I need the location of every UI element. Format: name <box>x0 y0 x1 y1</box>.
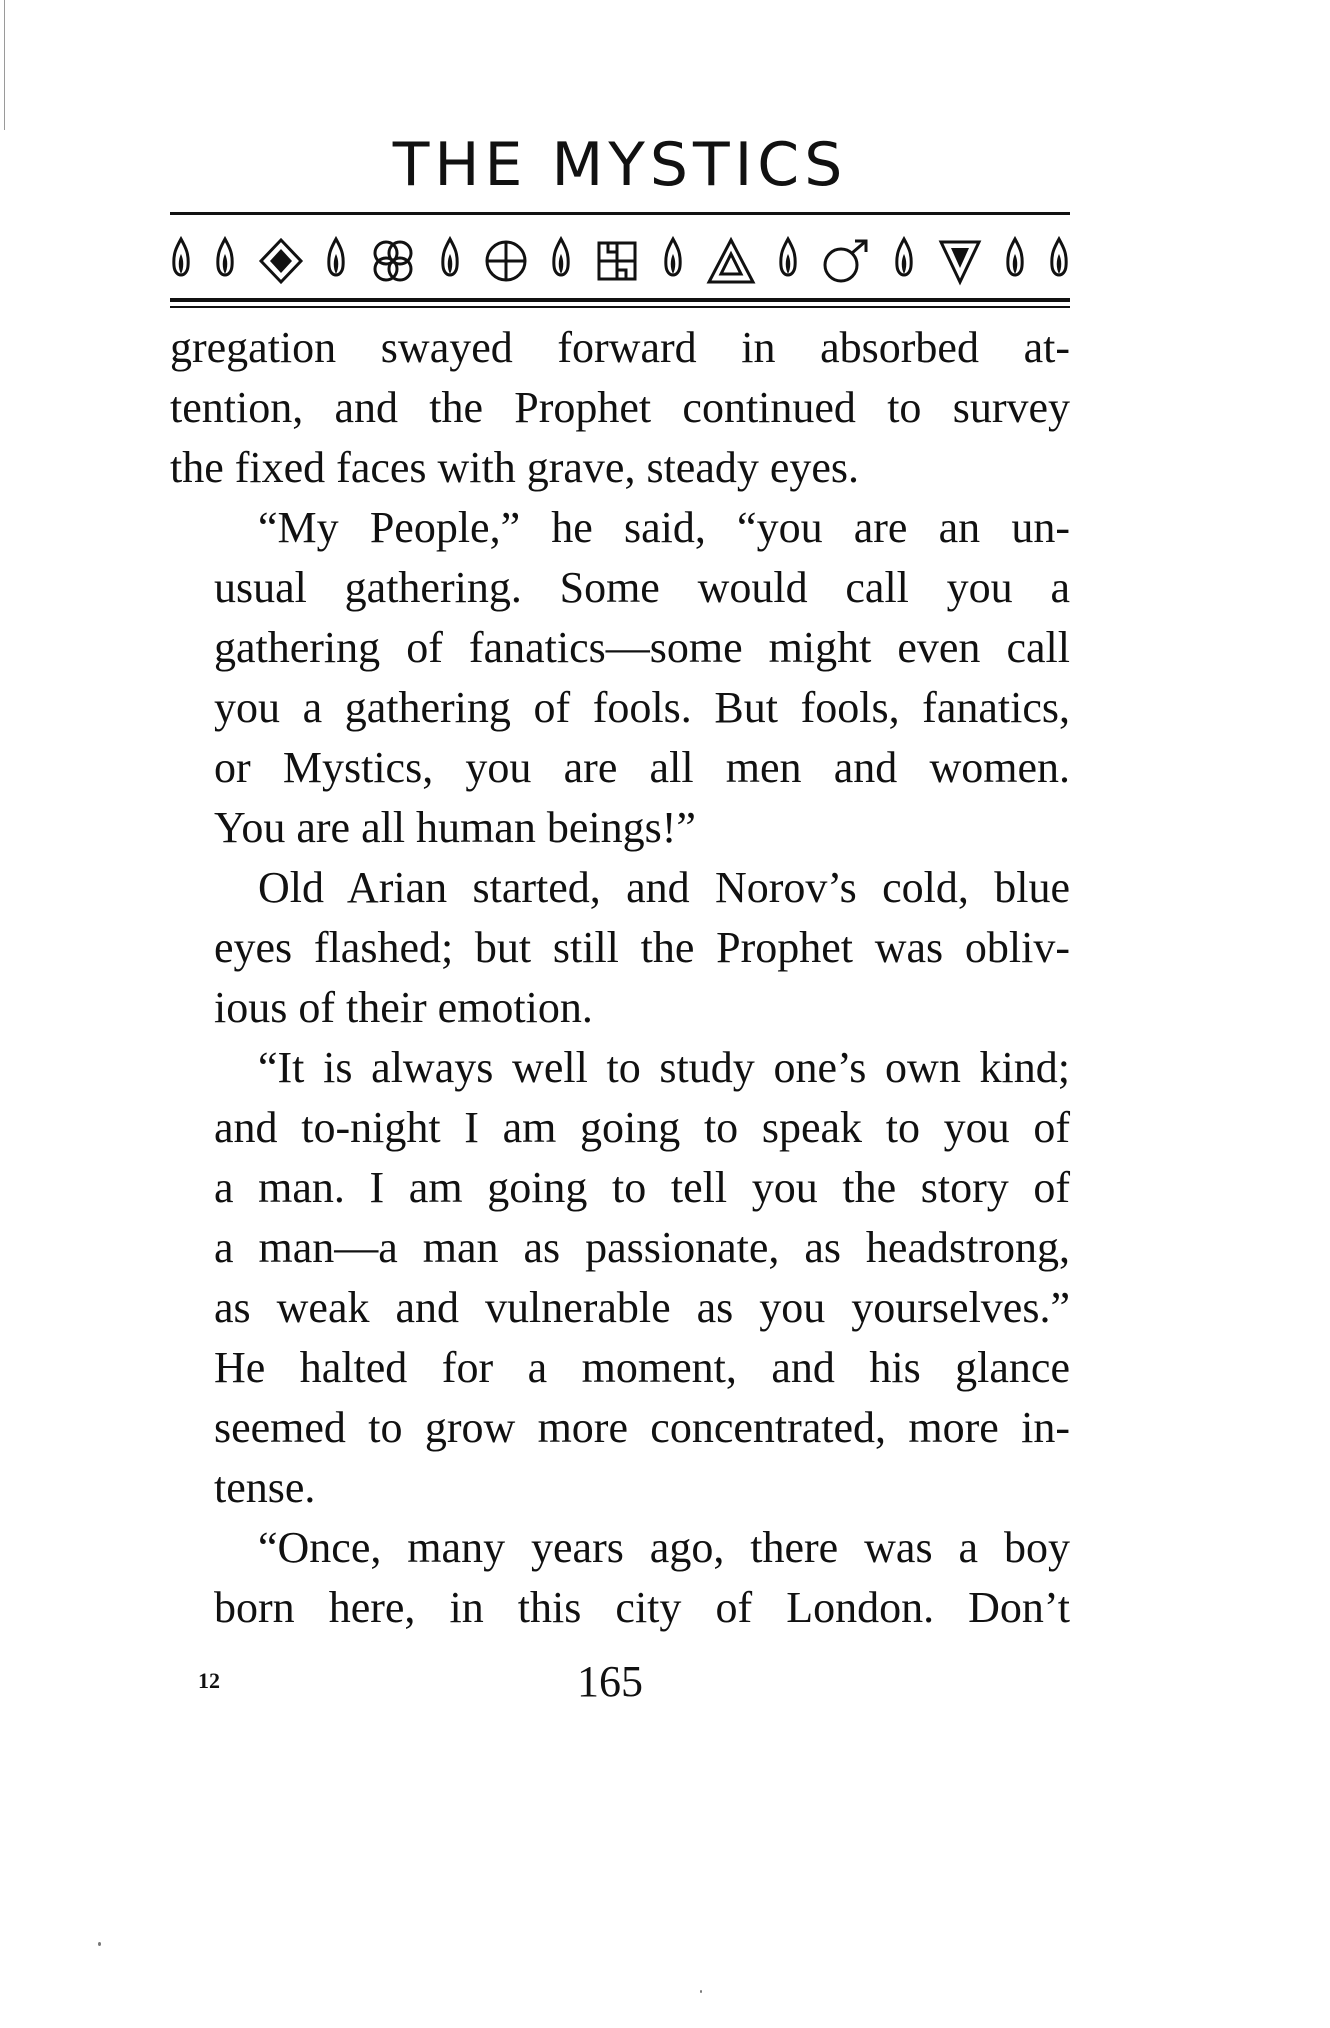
page-number: 165 <box>577 1657 643 1706</box>
scan-edge-line <box>4 0 5 130</box>
text-line: tense. <box>214 1463 316 1512</box>
text-line: or Mystics, you are all men and women. <box>214 743 1070 792</box>
page-footer <box>170 1656 1070 1716</box>
flame-icon <box>170 236 192 286</box>
text-line: ious of their emotion. <box>214 983 593 1032</box>
header-rule-bottom-thin <box>170 306 1070 308</box>
knot-icon <box>369 236 417 286</box>
flame-icon <box>662 236 684 286</box>
cross-circle-icon <box>483 236 529 286</box>
flame-icon <box>1004 236 1026 286</box>
text-line: eyes flashed; but still the Prophet was obliv- <box>214 923 1070 972</box>
text-line: gregation swayed forward in absorbed at- <box>170 323 1070 372</box>
diamond-icon <box>258 236 304 286</box>
text-line: the fixed faces with grave, steady eyes. <box>170 443 860 492</box>
scan-speck <box>700 1990 702 1993</box>
ornament-band <box>170 232 1070 290</box>
mars-icon <box>821 236 871 286</box>
text-line: a man—a man as passionate, as headstrong, <box>214 1223 1070 1272</box>
book-page <box>170 0 1070 2028</box>
paragraph <box>170 1038 1070 1518</box>
flame-icon <box>893 236 915 286</box>
scan-speck <box>98 1942 101 1946</box>
flame-icon <box>1048 236 1070 286</box>
text-line: a man. I am going to tell you the story of <box>214 1163 1070 1212</box>
text-line: seemed to grow more concentrated, more in- <box>214 1403 1070 1452</box>
running-head: THE MYSTICS <box>392 130 848 200</box>
text-line: “It is always well to study one’s own kind; <box>258 1043 1070 1092</box>
text-line: tention, and the Prophet continued to survey <box>170 383 1070 432</box>
header-rule-bottom-thick <box>170 298 1070 302</box>
header-rule-top <box>170 212 1070 215</box>
body-text <box>170 318 1070 1638</box>
signature-mark: 12 <box>198 1668 220 1693</box>
square-knot-icon <box>594 236 640 286</box>
text-line: He halted for a moment, and his glance <box>214 1343 1070 1392</box>
shield-icon <box>937 236 983 286</box>
paragraph <box>170 498 1070 858</box>
text-line: gathering of fanatics—some might even call <box>214 623 1070 672</box>
text-line: You are all human beings!” <box>214 803 696 852</box>
text-line: Old Arian started, and Norov’s cold, blue <box>258 863 1070 912</box>
text-line: born here, in this city of London. Don’t <box>214 1583 1070 1632</box>
text-line: usual gathering. Some would call you a <box>214 563 1070 612</box>
text-line: you a gathering of fools. But fools, fanatics, <box>214 683 1070 732</box>
text-line: “My People,” he said, “you are an un- <box>258 503 1070 552</box>
flame-icon <box>550 236 572 286</box>
flame-icon <box>777 236 799 286</box>
text-line: “Once, many years ago, there was a boy <box>258 1523 1070 1572</box>
flame-icon <box>325 236 347 286</box>
flame-icon <box>439 236 461 286</box>
text-line: and to-night I am going to speak to you of <box>214 1103 1070 1152</box>
triangle-icon <box>706 236 756 286</box>
text-line: as weak and vulnerable as you yourselves.” <box>214 1283 1070 1332</box>
paragraph <box>170 858 1070 1038</box>
paragraph <box>170 318 1070 498</box>
flame-icon <box>214 236 236 286</box>
paragraph <box>170 1518 1070 1638</box>
